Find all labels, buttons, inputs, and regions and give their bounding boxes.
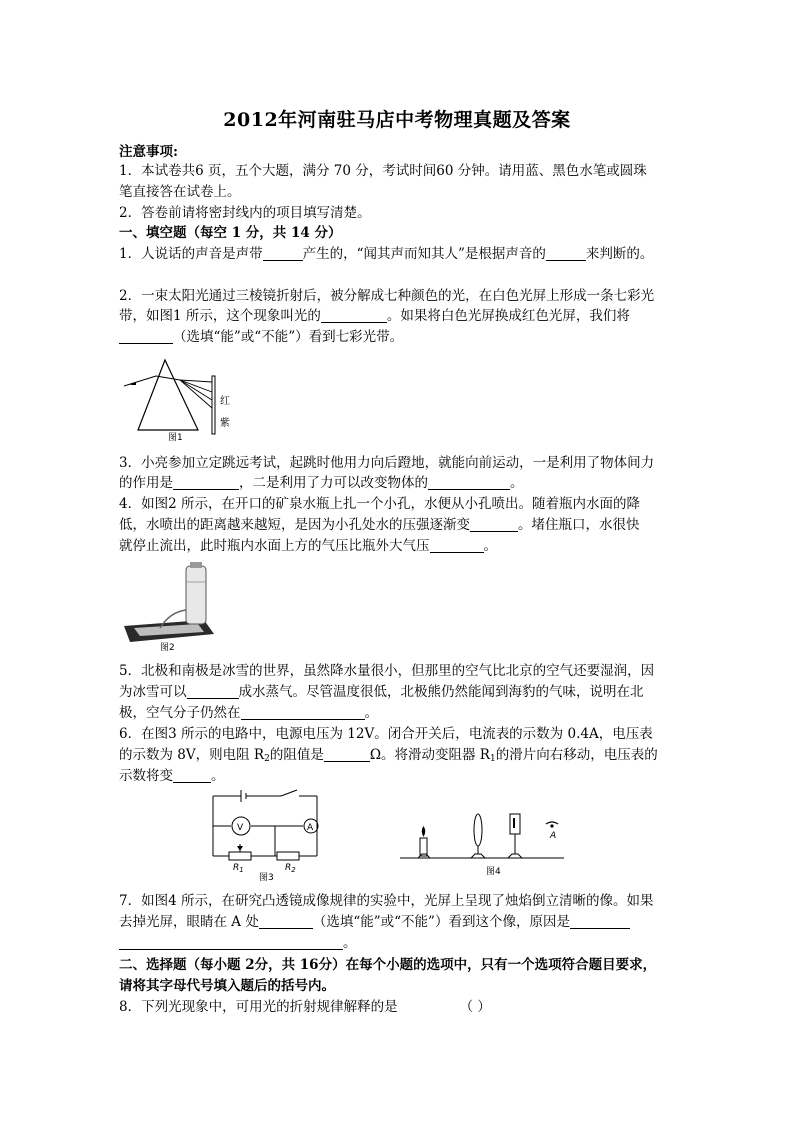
q6-text-d: 的滑片向右移动，电压表的: [495, 747, 658, 763]
q2-text-b: 。如果将白色光屏换成红色光屏，我们将: [386, 308, 630, 324]
q5-line-3: [119, 704, 689, 722]
q7-text-b: （选填“能”或“不能”）看到这个像，原因是: [312, 914, 570, 930]
q6-blank-1[interactable]: [324, 747, 370, 762]
q4-text-d: 。: [483, 538, 497, 554]
q5-line-2: [119, 683, 689, 701]
q2-text-c: （选填“能”或“不能”）看到七彩光带。: [173, 329, 404, 345]
fig3-r2-letter: R: [285, 863, 292, 873]
q7-line-3: [119, 934, 689, 952]
q2-text-a: 带，如图1 所示，这个现象叫光的: [119, 308, 321, 324]
q5-blank-2[interactable]: [241, 705, 365, 720]
question-1: [119, 245, 689, 263]
fig3-ammeter-label: A: [307, 823, 314, 833]
q2-blank-2[interactable]: [119, 329, 173, 344]
notice-item-1b: 笔直接答在试卷上。: [119, 184, 241, 200]
q6-text-a: 的示数为 8V，则电阻 R: [119, 747, 265, 763]
section2-heading-b: 在每个小题的选项中，只有一个选项符合题目要求，: [345, 957, 657, 973]
q3-line-1: 3．小亮参加立定跳远考试，起跳时他用力向后蹬地，就能向前运动，一是利用了物体间力: [119, 455, 655, 471]
q6-r2-sub: 2: [264, 754, 270, 764]
fig4-caption: 图4: [486, 867, 501, 877]
fig3-r2-label: [285, 863, 296, 874]
q8-text: 8．下列光现象中，可用光的折射规律解释的是: [119, 999, 398, 1015]
q3-blank-1[interactable]: [173, 475, 239, 490]
q3-text-c: 。: [510, 475, 524, 491]
section2-instruction: 请将其字母代号填入题后的括号内。: [119, 978, 335, 994]
fig3-r1-letter: R: [233, 863, 240, 873]
q3-text-b: ，二是利用了力可以改变物体的: [239, 475, 428, 491]
q7-blank-2[interactable]: [570, 914, 630, 929]
figure-2-water-bottle: [120, 562, 218, 652]
figure-4-lens-setup: [396, 808, 582, 878]
fig1-red-label: 红: [220, 396, 230, 407]
section1-heading: 一、填空题（每空 1 分，共 14 分）: [119, 225, 342, 241]
q6-text-b: 的阻值是: [269, 747, 324, 763]
figure-3-circuit: [205, 786, 325, 882]
notice-heading: 注意事项:: [119, 144, 178, 160]
fig3-r1-label: [233, 863, 244, 874]
q4-text-a: 低，水喷出的距离越来越短，是因为小孔处水的压强逐渐变: [119, 517, 470, 533]
section2-heading: [119, 956, 689, 974]
q1-text-b: 产生的，“闻其声而知其人”是根据声音的: [302, 246, 546, 262]
q1-text-a: 1．人说话的声音是声带: [119, 246, 263, 262]
q6-text-e: 示数将变: [119, 768, 173, 784]
q6-text-f: 。: [211, 768, 225, 784]
q6-blank-2[interactable]: [173, 768, 211, 783]
q4-text-b: 。堵住瓶口，水很快: [518, 517, 640, 533]
q6-line-3: [119, 767, 689, 785]
q5-text-b: 成水蒸气。尽管温度很低，北极熊仍然能闻到海豹的气味，说明在北: [238, 684, 644, 700]
q7-blank-1[interactable]: [259, 914, 313, 929]
figure-1-prism: [120, 352, 240, 442]
q2-line-3: [119, 328, 689, 346]
notice-item-2: 2．答卷前请将密封线内的项目填写清楚。: [119, 205, 371, 221]
q4-line-3: [119, 537, 689, 555]
q1-text-c: 来判断的。: [585, 246, 654, 262]
question-8: [119, 998, 689, 1016]
q6-text-c: Ω。将滑动变阻器 R: [369, 747, 490, 763]
q3-blank-2[interactable]: [428, 475, 510, 490]
fig3-voltmeter-label: V: [237, 823, 244, 833]
q7-text-c: 。: [343, 935, 357, 951]
q7-text-a: 去掉光屏，眼睛在 A 处: [119, 914, 259, 930]
fig3-r2-sub: 2: [291, 866, 296, 874]
fig4-point-a: A: [550, 831, 557, 841]
q7-blank-3[interactable]: [119, 935, 343, 950]
q4-text-c: 就停止流出，此时瓶内水面上方的气压比瓶外大气压: [119, 538, 430, 554]
q3-line-2: [119, 474, 689, 492]
q5-text-c: 极，空气分子仍然在: [119, 705, 241, 721]
fig1-purple-label: 紫: [220, 418, 230, 429]
q1-blank-2[interactable]: [546, 246, 586, 261]
q4-line-1: 4．如图2 所示，在开口的矿泉水瓶上扎一个小孔，水便从小孔喷出。随着瓶内水面的降: [119, 496, 640, 512]
q6-r1-sub: 1: [489, 754, 496, 764]
q5-line-1: 5．北极和南极是冰雪的世界，虽然降水量很小，但那里的空气比北京的空气还要湿润，因: [119, 663, 655, 679]
q4-line-2: [119, 516, 689, 534]
fig2-caption: 图2: [160, 643, 175, 652]
q4-blank-2[interactable]: [430, 538, 484, 553]
q2-blank-1[interactable]: [321, 308, 387, 323]
q4-blank-1[interactable]: [470, 517, 518, 532]
q3-text-a: 的作用是: [119, 475, 173, 491]
page-title: 2012年河南驻马店中考物理真题及答案: [223, 109, 571, 131]
q5-blank-1[interactable]: [187, 684, 239, 699]
fig1-caption: 图1: [168, 433, 183, 442]
q2-line-2: [119, 307, 689, 325]
q8-answer-paren[interactable]: （ ）: [459, 999, 491, 1015]
q5-text-d: 。: [364, 705, 378, 721]
notice-item-1a: 1．本试卷共6 页，五个大题，满分 70 分，考试时间60 分钟。请用蓝、黑色水笔或圆珠: [119, 163, 647, 179]
q7-line-2: [119, 913, 689, 931]
fig3-r1-sub: 1: [239, 866, 244, 874]
section2-heading-a: 二、选择题（每小题 2分，共 16分）: [119, 957, 346, 973]
q7-line-1: 7．如图4 所示，在研究凸透镜成像规律的实验中，光屏上呈现了烛焰倒立清晰的像。如果: [119, 893, 654, 909]
q6-line-2: [119, 746, 689, 768]
q1-blank-1[interactable]: [263, 246, 303, 261]
q5-text-a: 为冰雪可以: [119, 684, 187, 700]
fig3-caption: 图3: [259, 873, 274, 882]
q6-line-1: 6．在图3 所示的电路中，电源电压为 12V。闭合开关后，电流表的示数为 0.4A，电压表: [119, 726, 653, 742]
q2-line-1: 2．一束太阳光通过三棱镜折射后，被分解成七种颜色的光，在白色光屏上形成一条七彩光: [119, 288, 655, 304]
